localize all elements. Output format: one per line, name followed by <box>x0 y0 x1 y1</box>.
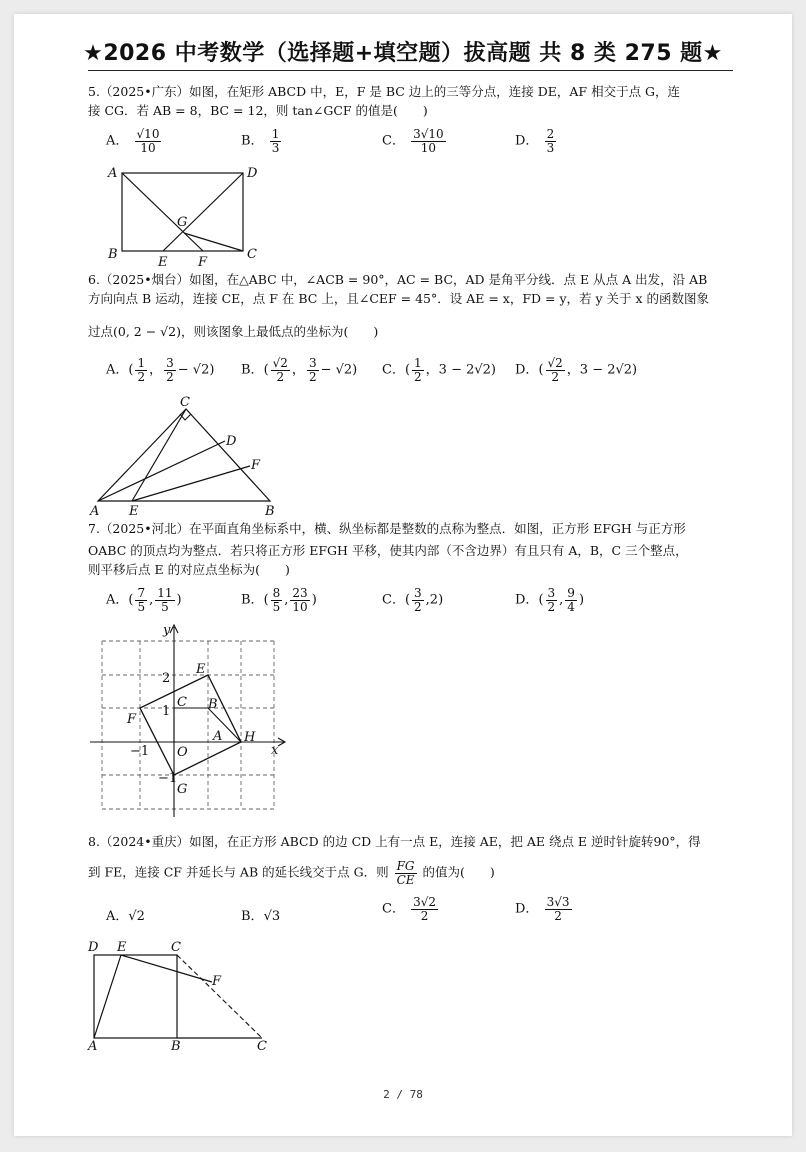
q6-option-a[interactable] <box>106 357 214 383</box>
paren: ( <box>128 592 134 608</box>
q5-label-f: F <box>198 255 208 270</box>
fraction <box>135 357 147 383</box>
option-label: D． <box>515 901 539 917</box>
page-indicator: 2 / 78 <box>383 1088 423 1101</box>
denominator: 10 <box>420 140 437 155</box>
denominator: 2 <box>276 369 285 384</box>
numerator: 7 <box>137 586 146 600</box>
denominator: 2 <box>551 369 559 384</box>
paren: ( <box>128 362 134 378</box>
fraction <box>135 587 147 613</box>
q5-label-d: D <box>247 166 258 181</box>
numerator: 3√3 <box>546 895 570 909</box>
q6-figure <box>88 390 288 520</box>
q5-figure <box>100 160 270 270</box>
option-label: D． <box>515 592 539 608</box>
q6-line3: 过点(0, 2 − √2)，则该图象上最低点的坐标为( ) <box>88 324 379 339</box>
numerator: 3 <box>414 586 422 600</box>
q8-line1: 8.（2024•重庆）如图，在正方形 ABCD 的边 CD 上有一点 E，连接 AE，把 AE 绕点 E 逆时针旋转90°，得 <box>88 834 701 849</box>
option-label: D． <box>515 133 539 149</box>
denominator: 3 <box>271 140 280 155</box>
denominator: 4 <box>567 599 575 614</box>
option-label: C． <box>382 133 405 149</box>
q6-label-c: C <box>180 395 190 410</box>
q7-square-oabc <box>174 708 241 742</box>
separator: ， <box>149 362 163 378</box>
option-label: B． <box>241 133 264 149</box>
q5-option-b[interactable] <box>241 128 283 154</box>
q7-tick-neg1-y: −1 <box>158 771 178 786</box>
option-label: C． <box>382 901 405 917</box>
q8-segment-cg <box>177 955 262 1038</box>
q7-label-x: x <box>271 743 279 758</box>
paren: ( <box>538 362 544 378</box>
q7-label-h: H <box>244 730 256 745</box>
q7-square-efgh <box>140 675 241 775</box>
numerator: 8 <box>272 586 281 600</box>
fraction <box>545 128 557 154</box>
q5-label-e: E <box>158 255 168 270</box>
numerator: 3 <box>166 356 174 370</box>
q8-option-b[interactable] <box>241 905 280 924</box>
q7-label-g: G <box>177 782 188 797</box>
q7-option-d[interactable] <box>515 587 584 613</box>
q8-label-e: E <box>117 940 127 955</box>
fraction <box>290 587 309 613</box>
numerator: 23 <box>292 586 308 600</box>
separator: , <box>149 592 154 608</box>
q6-line2: 方向向点 B 运动，连接 CE，点 F 在 BC 上，且∠CEF = 45°．设 AE = x，FD = y，若 y 关于 x 的函数图象 <box>88 291 710 306</box>
fraction <box>155 587 174 613</box>
fraction <box>412 587 424 613</box>
fraction <box>395 860 417 886</box>
q5-line2: 接 CG．若 AB = 8，BC = 12，则 tan∠GCF 的值是( ) <box>88 103 428 118</box>
denominator: 2 <box>414 599 422 614</box>
q7-option-c[interactable] <box>382 587 443 613</box>
tail: ，3 − 2√2) <box>566 362 638 378</box>
denominator: 2 <box>137 369 146 384</box>
q6-option-c[interactable] <box>382 357 496 383</box>
q7-label-e: E <box>196 662 206 677</box>
q7-tick-2: 2 <box>162 671 171 686</box>
q7-label-o: O <box>177 745 188 760</box>
fraction <box>565 587 577 613</box>
denominator: 2 <box>166 369 174 384</box>
separator: , <box>559 592 564 608</box>
q5-label-c: C <box>247 247 257 262</box>
fraction <box>135 128 162 154</box>
numerator: FG <box>396 859 415 873</box>
tail: ) <box>176 592 182 608</box>
q7-option-b[interactable] <box>241 587 317 613</box>
page-title: ★2026 中考数学（选择题+填空题）拔高题 共 8 类 275 题★ <box>83 41 723 66</box>
denominator: 5 <box>137 599 146 614</box>
numerator: 1 <box>414 356 422 370</box>
option-label: C． <box>382 592 405 608</box>
q7-figure <box>88 620 298 820</box>
q6-label-e: E <box>129 504 139 519</box>
q8-line2-text: 到 FE，连接 CF 并延长与 AB 的延长线交于点 G．则 <box>88 864 389 880</box>
q8-option-a[interactable] <box>106 905 145 924</box>
q8-option-c[interactable] <box>382 896 440 922</box>
q6-line1: 6.（2025•烟台）如图，在△ABC 中，∠ACB = 90°，AC = BC，AD 是角平分线．点 E 从点 A 出发，沿 AB <box>88 272 708 287</box>
q7-line2: OABC 的顶点均为整点．若只将正方形 EFGH 平移，使其内部（不含边界）有且只有 A，B，C 三个整点， <box>88 543 688 558</box>
separator: ， <box>291 362 305 378</box>
denominator: 10 <box>292 599 308 614</box>
q8-option-d[interactable] <box>515 896 574 922</box>
paren: ( <box>263 592 269 608</box>
q6-triangle-abc <box>98 409 270 501</box>
q7-label-b: B <box>208 697 218 712</box>
q7-label-f: F <box>127 712 137 727</box>
numerator: 3√10 <box>413 127 444 141</box>
title-divider <box>88 70 733 71</box>
q5-line1: 5.（2025•广东）如图，在矩形 ABCD 中，E，F 是 BC 边上的三等分点，连接 DE，AF 相交于点 G，连 <box>88 84 681 99</box>
fraction <box>271 357 290 383</box>
denominator: 2 <box>554 908 562 923</box>
q6-label-f: F <box>251 458 261 473</box>
q8-segment-ef <box>121 955 212 982</box>
denominator: 2 <box>547 599 556 614</box>
q8-label-c-bottom: C <box>257 1039 267 1054</box>
option-value: √3 <box>263 909 281 924</box>
fraction <box>411 128 446 154</box>
denominator: 3 <box>546 140 555 155</box>
tail: ) <box>578 592 585 608</box>
tail: − √2) <box>320 362 358 378</box>
numerator: 1 <box>271 127 280 141</box>
q8-label-d: D <box>88 940 99 955</box>
q6-label-a: A <box>90 504 100 519</box>
fraction <box>412 357 424 383</box>
q8-label-b: B <box>171 1039 181 1054</box>
numerator: √2 <box>272 356 288 370</box>
option-label: A． <box>106 592 129 608</box>
q8-label-c-top: C <box>171 940 181 955</box>
tail: ) <box>311 592 317 608</box>
paren: ( <box>538 592 544 608</box>
option-label: B． <box>241 909 264 924</box>
option-label: B． <box>241 362 264 378</box>
q5-label-a: A <box>108 166 118 181</box>
q5-rectangle <box>122 173 243 251</box>
q5-option-a[interactable] <box>106 128 163 154</box>
denominator: CE <box>396 872 415 887</box>
q7-line1: 7.（2025•河北）在平面直角坐标系中，横、纵坐标都是整数的点称为整点．如图，正方形 EFGH 与正方形 <box>88 521 686 536</box>
numerator: 3 <box>547 586 556 600</box>
option-label: D． <box>515 362 539 378</box>
q6-option-b[interactable] <box>241 357 357 383</box>
q7-label-c: C <box>177 695 187 710</box>
option-value: √2 <box>128 909 145 924</box>
separator: , <box>284 592 289 608</box>
option-label: A． <box>106 133 129 149</box>
option-label: A． <box>106 362 129 378</box>
fraction <box>270 128 282 154</box>
fraction <box>307 357 319 383</box>
fraction <box>546 357 565 383</box>
paren: ( <box>404 592 411 608</box>
denominator: 2 <box>414 369 422 384</box>
option-label: A． <box>106 909 129 924</box>
denominator: 5 <box>161 599 169 614</box>
q6-label-b: B <box>265 504 275 519</box>
q8-figure <box>84 938 284 1058</box>
option-label: C． <box>382 362 405 378</box>
q8-line2-tail: 的值为( ) <box>422 864 495 880</box>
numerator: 9 <box>567 586 575 600</box>
q6-option-d[interactable] <box>515 357 637 383</box>
q8-label-f: F <box>212 974 222 989</box>
q5-option-c[interactable] <box>382 128 448 154</box>
q8-segment-ae <box>94 955 121 1038</box>
numerator: 3 <box>308 356 317 370</box>
option-label: B． <box>241 592 264 608</box>
q7-tick-neg1-x: −1 <box>130 744 150 759</box>
q7-label-y: y <box>163 623 171 638</box>
tail: ，3 − 2√2) <box>425 362 496 378</box>
numerator: √10 <box>136 127 160 141</box>
denominator: 10 <box>140 140 156 155</box>
q8-line2 <box>88 860 495 886</box>
paren: ( <box>263 362 269 378</box>
fraction <box>164 357 176 383</box>
numerator: √2 <box>547 356 563 370</box>
numerator: 1 <box>137 356 146 370</box>
q7-tick-1: 1 <box>162 704 171 719</box>
denominator: 2 <box>308 369 317 384</box>
fraction <box>271 587 283 613</box>
denominator: 2 <box>420 908 429 923</box>
fraction <box>545 896 572 922</box>
q6-label-d: D <box>226 434 237 449</box>
q7-line3: 则平移后点 E 的对应点坐标为( ) <box>88 562 290 577</box>
tail: − √2) <box>177 362 215 378</box>
q5-label-g: G <box>177 215 188 230</box>
fraction <box>546 587 558 613</box>
numerator: 3√2 <box>413 895 437 909</box>
paren: ( <box>404 362 411 378</box>
q5-segment-af <box>122 173 203 251</box>
denominator: 5 <box>272 599 281 614</box>
q7-label-a: A <box>213 729 223 744</box>
q8-label-a: A <box>88 1039 98 1054</box>
numerator: 2 <box>546 127 555 141</box>
fraction <box>411 896 438 922</box>
q5-label-b: B <box>108 247 118 262</box>
q7-option-a[interactable] <box>106 587 182 613</box>
numerator: 11 <box>157 586 173 600</box>
tail: ,2) <box>425 592 444 608</box>
q5-option-d[interactable] <box>515 128 558 154</box>
